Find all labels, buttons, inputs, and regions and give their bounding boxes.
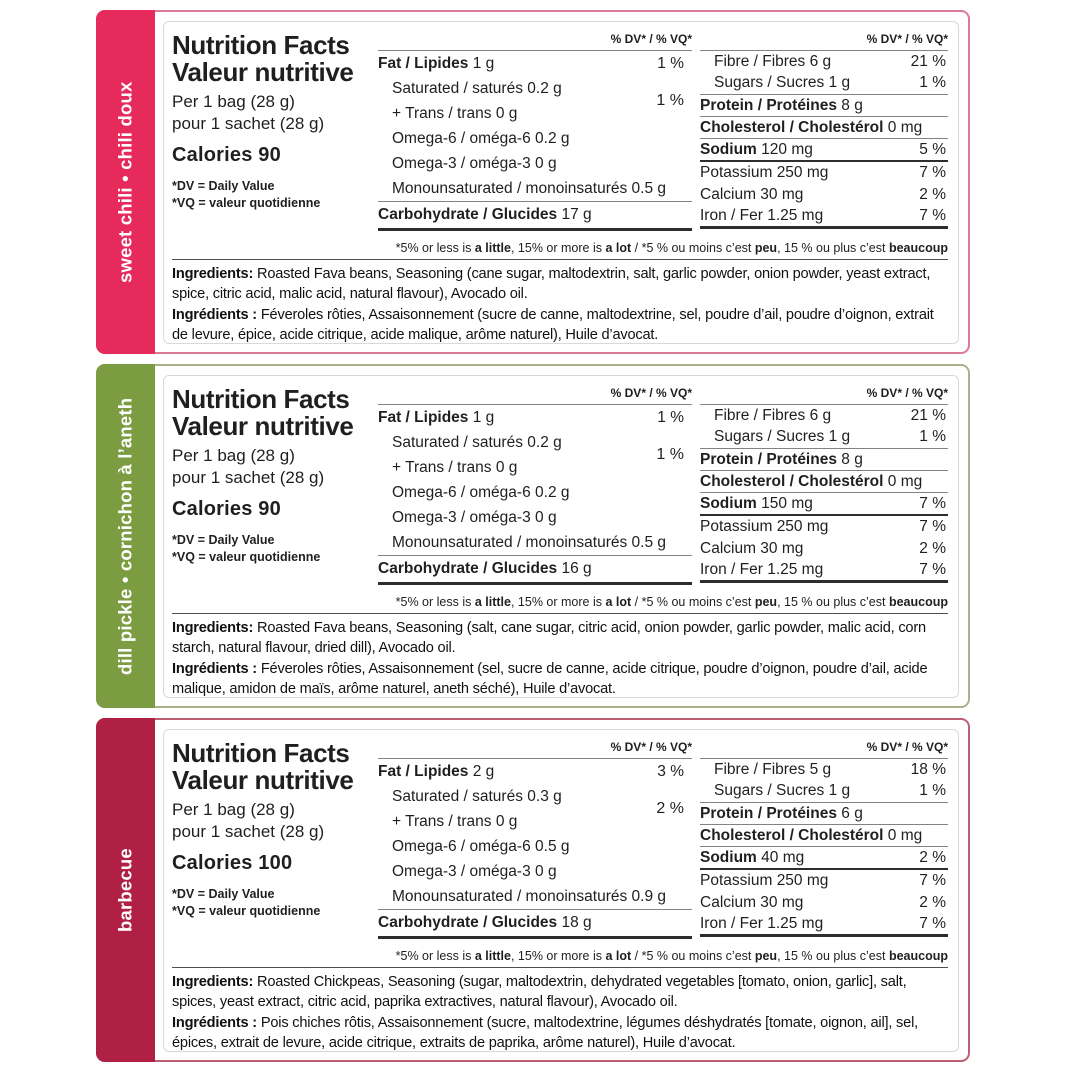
serving-size-fr: pour 1 sachet (28 g)	[172, 468, 325, 487]
serving-size	[172, 799, 378, 843]
serving-size-en: Per 1 bag (28 g)	[172, 92, 295, 111]
row-potassium: Potassium 250 mg 7 %	[700, 162, 948, 183]
title-fr: Valeur nutritive	[172, 411, 354, 441]
label-header-column	[172, 30, 378, 238]
rule-thick	[700, 580, 948, 583]
row-sodium: Sodium 120 mg 5 %	[700, 139, 948, 160]
row-calcium: Calcium 30 mg 2 %	[700, 892, 948, 913]
row-saturated: Saturated / saturés 0.3 g	[392, 788, 562, 805]
nutrition-panel-sweet-chili	[96, 10, 970, 354]
row-iron: Iron / Fer 1.25 mg 7 %	[700, 913, 948, 934]
serving-size-en: Per 1 bag (28 g)	[172, 800, 295, 819]
sodium-dv: 5 %	[919, 141, 946, 159]
row-omega3: Omega-3 / oméga-3 0 g	[392, 155, 557, 172]
calcium-dv: 2 %	[919, 893, 946, 911]
fat-dv: 3 %	[657, 763, 684, 780]
saturated-trans-dv: 2 %	[656, 800, 684, 817]
ingredients-fr: Ingrédients : Féveroles rôties, Assaisonnement (sel, sucre de canne, acide citrique, poudre d’oignon, poudre d’ail, acide malique, amidon de maïs, arôme naturel, aneth séché), Huile d’avocat.	[172, 660, 928, 698]
nutrition-columns	[172, 30, 948, 238]
potassium-dv: 7 %	[919, 872, 946, 890]
dv-definitions	[172, 886, 378, 920]
title-en: Nutrition Facts	[172, 384, 350, 414]
row-sodium: Sodium 150 mg 7 %	[700, 493, 948, 514]
row-cholesterol: Cholesterol / Cholestérol 0 mg	[700, 118, 923, 136]
row-carbohydrate: Carbohydrate / Glucides 16 g	[378, 560, 592, 577]
fibre-dv: 21 %	[910, 53, 946, 70]
calories-label: Calories	[172, 498, 253, 520]
row-sugars: Sugars / Sucres 1 g 1 %	[700, 72, 948, 93]
fibre-dv: 21 %	[910, 407, 946, 424]
ingredients-block	[172, 264, 948, 344]
fat-carb-column	[378, 30, 692, 238]
rule-thick	[378, 228, 692, 231]
rule-thick	[378, 582, 692, 585]
ingredients-block	[172, 972, 948, 1052]
calcium-dv: 2 %	[919, 185, 946, 203]
calories-row	[172, 852, 378, 875]
iron-dv: 7 %	[919, 207, 946, 225]
rule-thick	[700, 226, 948, 229]
row-saturated: Saturated / saturés 0.2 g	[392, 80, 562, 97]
ingredients-fr: Ingrédients : Féveroles rôties, Assaisonnement (sucre de canne, maltodextrine, sel, poudre d’ail, poudre d’oignon, extrait de levure, épice, acide citrique, acide malique, arôme naturel), Huile d’avocat.	[172, 306, 934, 344]
calories-row	[172, 498, 378, 521]
title-en: Nutrition Facts	[172, 30, 350, 60]
flavor-sidebar	[96, 718, 155, 1062]
row-protein: Protein / Protéines 8 g	[700, 96, 863, 114]
dv-column-header: % DV* / % VQ*	[610, 740, 692, 754]
minerals-column	[700, 30, 948, 238]
fat-carb-column	[378, 384, 692, 592]
row-sugars: Sugars / Sucres 1 g 1 %	[700, 426, 948, 447]
dv-definition-fr: *VQ = valeur quotidienne	[172, 550, 321, 564]
minerals-column	[700, 738, 948, 946]
nutrition-facts-box	[163, 729, 959, 1052]
row-iron: Iron / Fer 1.25 mg 7 %	[700, 205, 948, 226]
calcium-dv: 2 %	[919, 539, 946, 557]
serving-size	[172, 91, 378, 135]
dv-definitions	[172, 178, 378, 212]
row-fibre: Fibre / Fibres 6 g 21 %	[700, 405, 948, 426]
dv-definition-fr: *VQ = valeur quotidienne	[172, 196, 321, 210]
saturated-trans-group	[378, 784, 692, 834]
row-carbohydrate: Carbohydrate / Glucides 18 g	[378, 914, 592, 931]
sugars-dv: 1 %	[919, 782, 946, 800]
row-carbohydrate: Carbohydrate / Glucides 17 g	[378, 206, 592, 223]
flavor-name: sweet chili • chili doux	[114, 81, 136, 283]
title-fr: Valeur nutritive	[172, 57, 354, 87]
row-monounsaturated: Monounsaturated / monoinsaturés 0.9 g	[392, 888, 667, 905]
saturated-trans-dv: 1 %	[656, 92, 684, 109]
row-fibre: Fibre / Fibres 5 g 18 %	[700, 759, 948, 780]
calories-label: Calories	[172, 852, 253, 874]
row-trans: + Trans / trans 0 g	[392, 813, 518, 830]
dv-definition-fr: *VQ = valeur quotidienne	[172, 904, 321, 918]
title-fr: Valeur nutritive	[172, 765, 354, 795]
dv-column-header: % DV* / % VQ*	[610, 32, 692, 46]
row-fat: Fat / Lipides 1 g 1 %	[378, 405, 692, 430]
dv-column-header: % DV* / % VQ*	[866, 32, 948, 46]
row-omega3: Omega-3 / oméga-3 0 g	[392, 509, 557, 526]
fibre-dv: 18 %	[910, 761, 946, 778]
flavor-name: dill pickle • cornichon à l’aneth	[114, 397, 136, 675]
flavor-name: barbecue	[114, 848, 136, 932]
calories-row	[172, 144, 378, 167]
dv-column-header: % DV* / % VQ*	[866, 740, 948, 754]
flavor-sidebar	[96, 10, 155, 354]
potassium-dv: 7 %	[919, 518, 946, 536]
row-potassium: Potassium 250 mg 7 %	[700, 870, 948, 891]
ingredients-divider	[172, 613, 948, 614]
nutrition-columns	[172, 384, 948, 592]
row-omega3: Omega-3 / oméga-3 0 g	[392, 863, 557, 880]
dv-column-header: % DV* / % VQ*	[610, 386, 692, 400]
ingredients-fr: Ingrédients : Pois chiches rôtis, Assaisonnement (sucre, maltodextrine, légumes déshydratés [tomate, oignon, ail], sel, épices, extrait de levure, acide citrique, extraits de paprika, arôme naturel), Huile d’avocat.	[172, 1014, 918, 1052]
row-saturated: Saturated / saturés 0.2 g	[392, 434, 562, 451]
row-protein: Protein / Protéines 8 g	[700, 450, 863, 468]
row-protein: Protein / Protéines 6 g	[700, 804, 863, 822]
ingredients-en: Ingredients: Roasted Fava beans, Seasoning (cane sugar, maltodextrin, salt, garlic powder, onion powder, yeast extract, spice, citric acid, malic acid, natural flavour), Avocado oil.	[172, 266, 931, 303]
nutrition-columns	[172, 738, 948, 946]
sodium-dv: 2 %	[919, 849, 946, 867]
fat-carb-column	[378, 738, 692, 946]
serving-size-en: Per 1 bag (28 g)	[172, 446, 295, 465]
row-monounsaturated: Monounsaturated / monoinsaturés 0.5 g	[392, 180, 667, 197]
ingredients-en: Ingredients: Roasted Fava beans, Seasoning (salt, cane sugar, citric acid, onion powder, garlic powder, malic acid, corn starch, natural flavour, dried dill), Avocado oil.	[172, 620, 926, 657]
dv-definition-en: *DV = Daily Value	[172, 887, 275, 901]
calories-label: Calories	[172, 144, 253, 166]
ingredients-divider	[172, 259, 948, 260]
dv-footnote: *5% or less is a little, 15% or more is a lot / *5 % ou moins c’est peu, 15 % ou plus c’est beaucoup	[395, 949, 948, 963]
serving-size	[172, 445, 378, 489]
label-header-column	[172, 738, 378, 946]
rule-thick	[378, 936, 692, 939]
row-fibre: Fibre / Fibres 6 g 21 %	[700, 51, 948, 72]
fat-dv: 1 %	[657, 55, 684, 72]
row-potassium: Potassium 250 mg 7 %	[700, 516, 948, 537]
row-trans: + Trans / trans 0 g	[392, 105, 518, 122]
minerals-column	[700, 384, 948, 592]
nutrition-panel-dill-pickle	[96, 364, 970, 708]
iron-dv: 7 %	[919, 915, 946, 933]
fat-dv: 1 %	[657, 409, 684, 426]
nutrition-panel-barbecue	[96, 718, 970, 1062]
sodium-dv: 7 %	[919, 495, 946, 513]
row-cholesterol: Cholesterol / Cholestérol 0 mg	[700, 826, 923, 844]
nutrition-facts-box	[163, 21, 959, 344]
saturated-trans-group	[378, 430, 692, 480]
row-iron: Iron / Fer 1.25 mg 7 %	[700, 559, 948, 580]
serving-size-fr: pour 1 sachet (28 g)	[172, 822, 325, 841]
dv-definition-en: *DV = Daily Value	[172, 179, 275, 193]
nutrition-facts-box	[163, 375, 959, 698]
saturated-trans-dv: 1 %	[656, 446, 684, 463]
ingredients-en: Ingredients: Roasted Chickpeas, Seasoning (sugar, maltodextrin, dehydrated vegetables [tomato, onion, garlic], salt, spices, yeast extract, citric acid, paprika extractives, natural flavour), Avocado oil.	[172, 974, 907, 1011]
dv-definition-en: *DV = Daily Value	[172, 533, 275, 547]
title-en: Nutrition Facts	[172, 738, 350, 768]
ingredients-divider	[172, 967, 948, 968]
calories-value: 90	[258, 498, 281, 520]
dv-definitions	[172, 532, 378, 566]
rule-thick	[700, 934, 948, 937]
dv-footnote: *5% or less is a little, 15% or more is a lot / *5 % ou moins c’est peu, 15 % ou plus c’est beaucoup	[395, 595, 948, 609]
row-cholesterol: Cholesterol / Cholestérol 0 mg	[700, 472, 923, 490]
sugars-dv: 1 %	[919, 428, 946, 446]
row-omega6: Omega-6 / oméga-6 0.5 g	[392, 838, 570, 855]
row-sodium: Sodium 40 mg 2 %	[700, 847, 948, 868]
row-omega6: Omega-6 / oméga-6 0.2 g	[392, 484, 570, 501]
label-header-column	[172, 384, 378, 592]
row-monounsaturated: Monounsaturated / monoinsaturés 0.5 g	[392, 534, 667, 551]
calories-value: 90	[258, 144, 281, 166]
dv-footnote: *5% or less is a little, 15% or more is a lot / *5 % ou moins c’est peu, 15 % ou plus c’est beaucoup	[395, 241, 948, 255]
saturated-trans-group	[378, 76, 692, 126]
sugars-dv: 1 %	[919, 74, 946, 92]
dv-column-header: % DV* / % VQ*	[866, 386, 948, 400]
row-fat: Fat / Lipides 1 g 1 %	[378, 51, 692, 76]
ingredients-block	[172, 618, 948, 698]
iron-dv: 7 %	[919, 561, 946, 579]
row-fat: Fat / Lipides 2 g 3 %	[378, 759, 692, 784]
potassium-dv: 7 %	[919, 164, 946, 182]
row-omega6: Omega-6 / oméga-6 0.2 g	[392, 130, 570, 147]
serving-size-fr: pour 1 sachet (28 g)	[172, 114, 325, 133]
row-calcium: Calcium 30 mg 2 %	[700, 184, 948, 205]
calories-value: 100	[258, 852, 293, 874]
row-trans: + Trans / trans 0 g	[392, 459, 518, 476]
flavor-sidebar	[96, 364, 155, 708]
row-calcium: Calcium 30 mg 2 %	[700, 538, 948, 559]
row-sugars: Sugars / Sucres 1 g 1 %	[700, 780, 948, 801]
